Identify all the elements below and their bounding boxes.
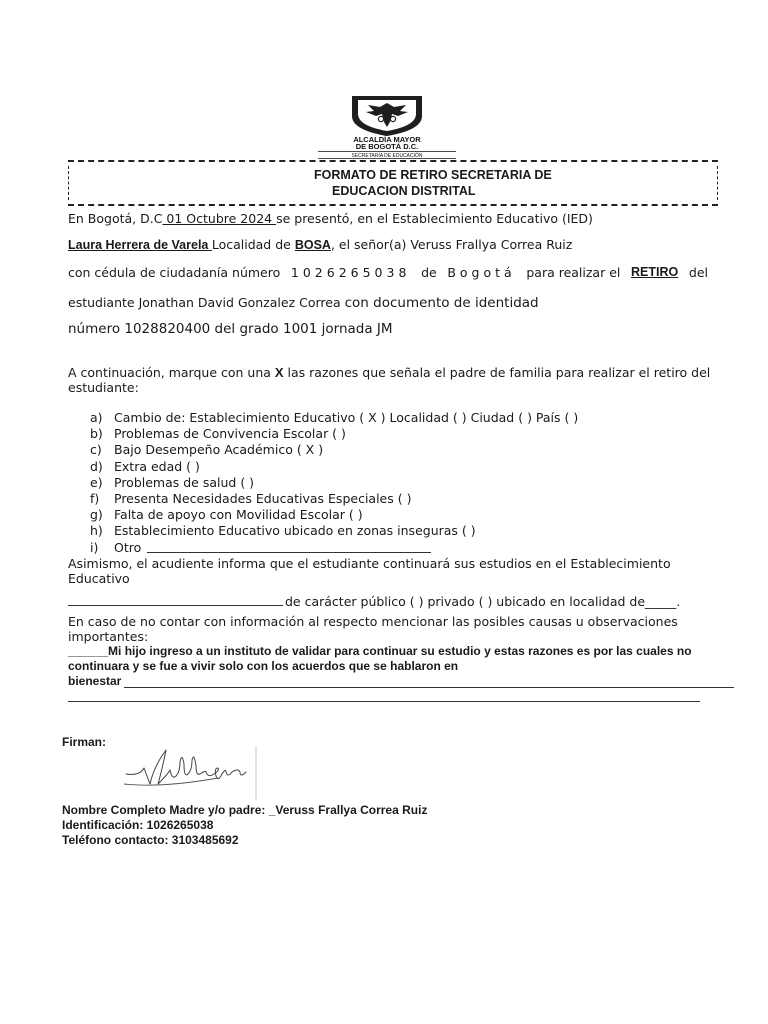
date-field: 01 Octubre 2024 — [162, 211, 277, 226]
signature-icon — [122, 744, 260, 802]
reasons-intro-c: estudiante: — [68, 380, 139, 395]
list-text: Problemas de Convivencia Escolar ( ) — [114, 426, 346, 442]
other-reason-line — [147, 552, 431, 553]
parent-name-line: Nombre Completo Madre y/o padre: _Veruss Frallya Correa Ruiz — [62, 803, 428, 817]
list-item — [90, 426, 578, 442]
observations-line-2: importantes: — [68, 629, 149, 644]
form-title-line-2: EDUCACION DISTRITAL — [332, 184, 476, 198]
list-item — [90, 523, 578, 539]
list-letter: b) — [90, 426, 103, 442]
form-title-line-1: FORMATO DE RETIRO SECRETARIA DE — [314, 168, 552, 182]
observation-text-3: bienestar — [68, 674, 122, 688]
parent-id-line: Identificación: 1026265038 — [62, 818, 214, 832]
document-label: con documento de identidad — [344, 295, 539, 311]
city-field: Bogotá — [447, 265, 516, 280]
list-letter: e) — [90, 474, 103, 490]
list-item — [90, 507, 578, 523]
list-letter: f) — [90, 491, 100, 507]
list-letter: d) — [90, 458, 103, 474]
firman-label: Firman: — [62, 735, 107, 749]
list-item — [90, 459, 578, 475]
list-text: Cambio de: Establecimiento Educativo ( X ) Localidad ( ) Ciudad ( ) País ( ) — [114, 410, 579, 425]
place-text: En Bogotá, D.C — [68, 211, 163, 226]
de-text: de — [421, 265, 437, 280]
list-item — [90, 540, 578, 556]
logo-line-2: DE BOGOTÁ D.C. — [355, 142, 419, 151]
handwritten-signature — [122, 744, 260, 802]
continuation-line-2: Educativo — [68, 571, 130, 586]
list-item — [90, 491, 578, 507]
list-letter: h) — [90, 523, 103, 539]
intro-line-1 — [68, 211, 593, 226]
list-text: Extra edad ( ) — [114, 458, 200, 474]
student-id-grade: número 1028820400 del grado 1001 jornada JM — [68, 321, 393, 337]
list-letter: i) — [90, 539, 99, 555]
observation-line-2 — [68, 701, 700, 702]
reasons-intro — [68, 365, 710, 380]
list-item — [90, 475, 578, 491]
list-item — [90, 442, 578, 458]
intro-line-3 — [68, 265, 708, 280]
parent-phone-line: Teléfono contacto: 3103485692 — [62, 833, 239, 847]
continuation-line-3: de carácter público ( ) privado ( ) ubicado en localidad de_____. — [285, 594, 681, 609]
reasons-intro-a: A continuación, marque con una — [68, 365, 275, 380]
student-name-text: estudiante Jonathan David Gonzalez Correa — [68, 295, 345, 310]
locality-label: Localidad de — [211, 237, 295, 252]
coat-of-arms-icon — [318, 94, 456, 160]
observation-prefix: ______ — [68, 644, 109, 658]
observation-text-2: continuara y se fue a vivir solo con los acuerdos que se hablaron en — [68, 659, 459, 673]
observations-line-1: En caso de no contar con información al respecto mencionar las posibles causas u observaciones — [68, 614, 678, 629]
logo-line-1: ALCALDÍA MAYOR — [353, 135, 421, 144]
observation-text-1a: Mi hijo ingreso a un instituto de validar para continuar su estudio y estas razones es por las cuales no — [108, 644, 692, 658]
reasons-list — [90, 410, 578, 556]
list-text: Problemas de salud ( ) — [114, 474, 255, 490]
retiro-text: RETIRO — [631, 265, 679, 279]
intro-line-4 — [68, 292, 539, 311]
guardian-text: , el señor(a) Veruss Frallya Correa Ruiz — [330, 237, 573, 252]
alcaldia-logo — [318, 94, 456, 160]
list-text: Establecimiento Educativo ubicado en zonas inseguras ( ) — [114, 523, 476, 539]
list-letter: a) — [90, 410, 103, 425]
to-perform-text: para realizar el — [526, 265, 621, 280]
list-text: Otro — [114, 539, 142, 555]
x-mark-label: X — [274, 365, 284, 380]
logo-line-3: SECRETARÍA DE EDUCACIÓN — [351, 153, 423, 159]
list-letter: g) — [90, 507, 103, 523]
list-text: Falta de apoyo con Movilidad Escolar ( ) — [114, 507, 363, 523]
continuation-line-1: Asimismo, el acudiente informa que el estudiante continuará sus estudios en el Establecimiento — [68, 556, 671, 571]
header-box — [68, 160, 718, 206]
del-text: del — [688, 265, 708, 280]
observation-text-1 — [68, 644, 692, 658]
list-text: Presenta Necesidades Educativas Especiales ( ) — [114, 491, 412, 507]
list-text: Bajo Desempeño Académico ( X ) — [114, 442, 324, 458]
new-school-line — [68, 605, 283, 606]
observation-line-1 — [124, 687, 734, 688]
reasons-intro-b: las razones que señala el padre de familia para realizar el retiro del — [283, 365, 711, 380]
locality-field: BOSA — [294, 238, 331, 252]
list-letter: c) — [90, 442, 102, 458]
id-label: con cédula de ciudadanía número — [68, 265, 281, 280]
list-item — [90, 410, 578, 426]
school-name-field: Laura Herrera de Varela — [68, 238, 212, 252]
id-number-field: 1026265038 — [290, 265, 411, 280]
intro-line-2 — [68, 237, 572, 252]
presented-text: se presentó, en el Establecimiento Educativo (IED) — [276, 211, 593, 226]
